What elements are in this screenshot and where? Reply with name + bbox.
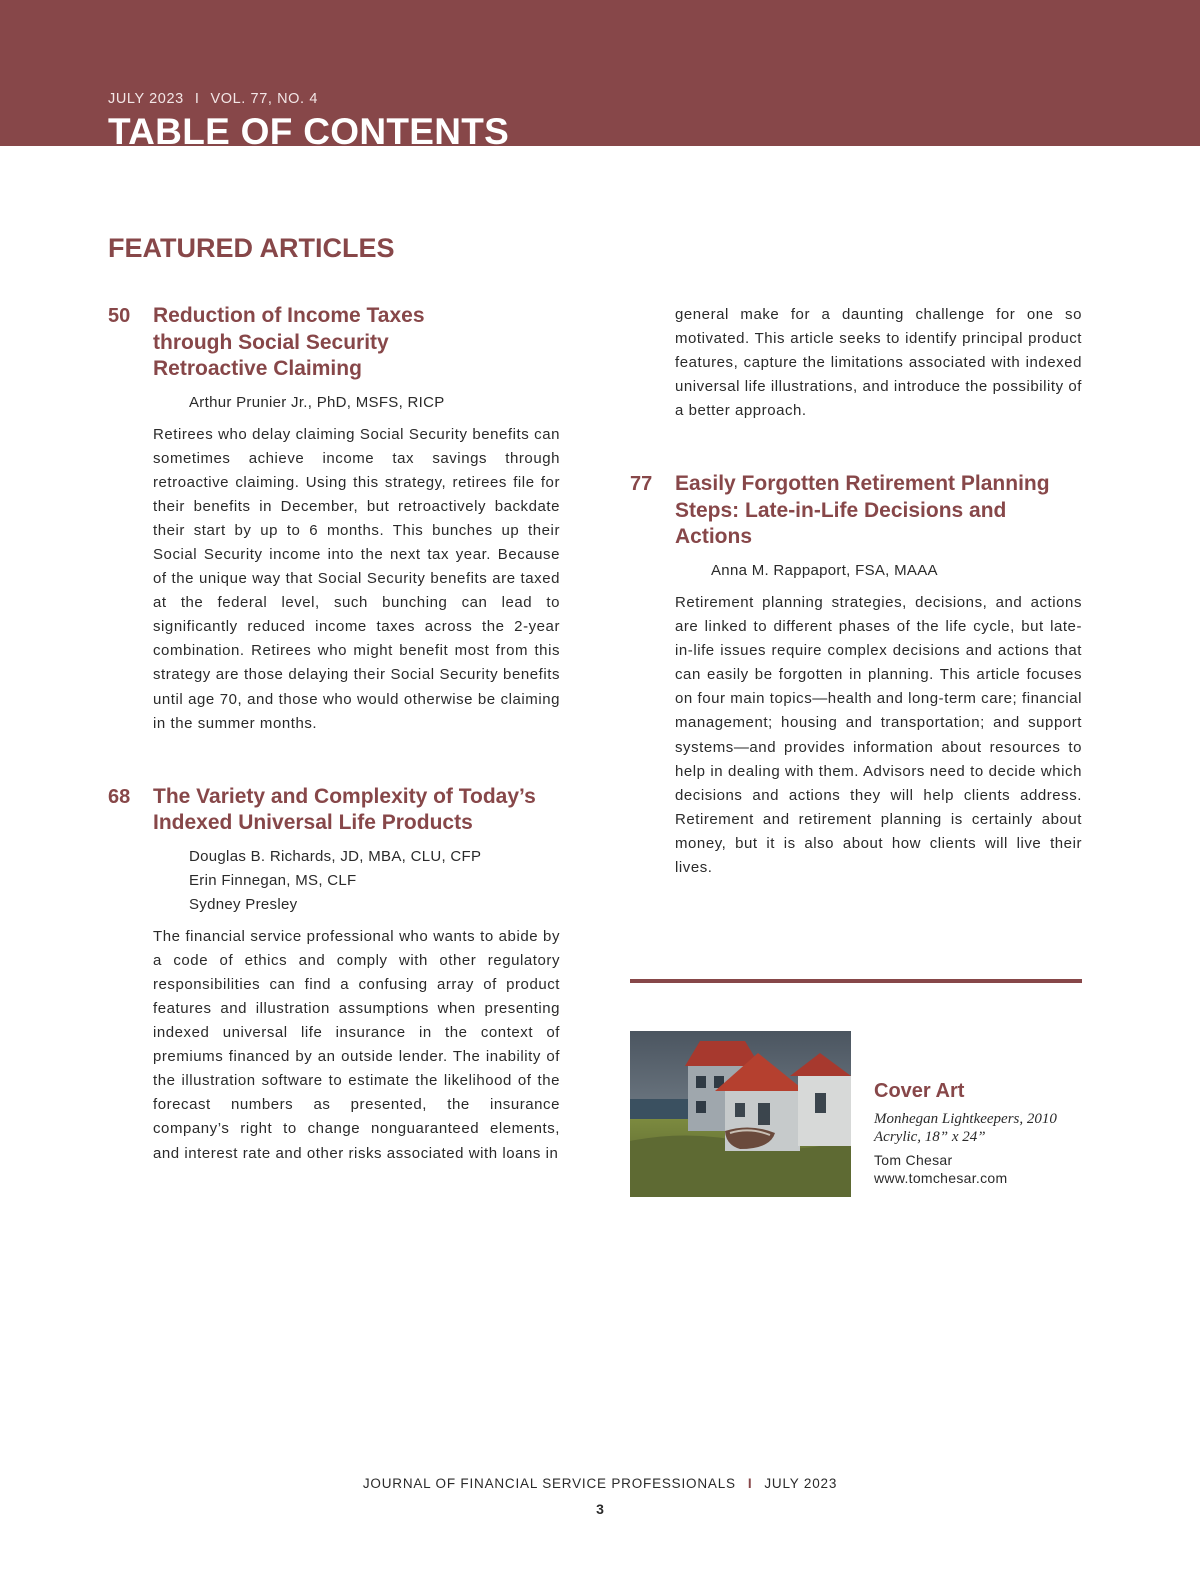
section-title: FEATURED ARTICLES — [108, 233, 395, 263]
article-title[interactable]: The Variety and Complexity of Today’s Indexed Universal Life Products — [153, 784, 536, 835]
issue-separator: I — [194, 91, 200, 107]
article-title[interactable]: Reduction of Income Taxes through Social Security Retroactive Claiming — [153, 304, 425, 380]
author: Sydney Presley — [189, 895, 298, 913]
article-page-number: 68 — [108, 785, 131, 808]
article-authors — [189, 391, 560, 415]
section-divider — [630, 979, 1082, 983]
article-abstract-continued: general make for a daunting challenge for one so motivated. This article seeks to identify principal product features, capture the limitations associated with indexed universal life illustrations, and introduce the possibility of a better approach. — [675, 306, 1082, 420]
cover-art-title: Monhegan Lightkeepers, 2010 — [874, 1111, 1057, 1127]
article-50[interactable] — [108, 303, 560, 736]
page-title: TABLE OF CONTENTS — [108, 111, 510, 152]
article-title[interactable]: Easily Forgotten Retirement Planning Steps: Late-in-Life Decisions and Actions — [675, 472, 1050, 549]
author: Anna M. Rappaport, FSA, MAAA — [711, 561, 938, 579]
page-footer — [0, 1476, 1200, 1491]
cover-art-medium: Acrylic, 18” x 24” — [874, 1129, 986, 1145]
article-authors — [711, 559, 1082, 583]
article-authors — [189, 845, 560, 917]
author: Erin Finnegan, MS, CLF — [189, 871, 357, 889]
author: Douglas B. Richards, JD, MBA, CLU, CFP — [189, 847, 482, 865]
cover-art-heading: Cover Art — [874, 1080, 965, 1102]
article-abstract: Retirement planning strategies, decisions, and actions are linked to different phases of the life cycle, but late-in-life issues require complex decisions and actions that can easily be forgotten in planning. This article focuses on four main topics—health and long-term care; financial management; housing and transportation; and support systems—and provides information about resources to help in dealing with them. Advisors need to decide which decisions and actions they will help clients address. Retirement and retirement planning is certainly about money, but it is also about how clients will live their lives. — [675, 593, 1082, 876]
footer-separator: I — [747, 1476, 753, 1491]
cover-art-artist: Tom Chesar — [874, 1152, 953, 1168]
author: Arthur Prunier Jr., PhD, MSFS, RICP — [189, 393, 445, 411]
left-column — [108, 303, 560, 1166]
right-column — [630, 303, 1082, 880]
page-number: 3 — [596, 1501, 604, 1517]
article-77[interactable] — [630, 471, 1082, 880]
cover-art-website[interactable]: www.tomchesar.com — [874, 1170, 1008, 1186]
cover-art-info — [874, 1079, 1094, 1187]
issue-volume: VOL. 77, NO. 4 — [210, 91, 318, 107]
footer-journal: JOURNAL OF FINANCIAL SERVICE PROFESSIONALS — [362, 1476, 736, 1491]
article-page-number: 50 — [108, 305, 131, 327]
article-68[interactable] — [108, 784, 560, 1166]
article-page-number: 77 — [630, 473, 653, 496]
issue-line — [108, 91, 318, 107]
article-abstract: The financial service professional who wants to abide by a code of ethics and comply with other regulatory responsibilities can find a confusing array of product features and illustration assumptions when presenting indexed universal life insurance in the context of premiums financed by an outside lender. The inability of the illustration software to estimate the likelihood of the forecast numbers as presented, the insurance company’s right to change nonguaranteed elements, and interest rate and other risks associated with loans in — [153, 927, 560, 1162]
article-abstract: Retirees who delay claiming Social Security benefits can sometimes achieve income tax savings through retroactive claiming. Using this strategy, retirees file for their benefits in December, but retroactively backdate their start by up to 6 months. This bunches up their Social Security income into the next tax year. Because of the unique way that Social Security benefits are taxed at the federal level, such bunching can lead to significantly reduced income taxes across the 2-year combination. Retirees who might benefit most from this strategy are those delaying their Social Security benefits until age 70, and those who would otherwise be claiming in the summer months. — [153, 425, 560, 732]
footer-date: JULY 2023 — [764, 1476, 838, 1491]
issue-date: JULY 2023 — [108, 91, 184, 107]
cover-art-image — [630, 1031, 851, 1197]
